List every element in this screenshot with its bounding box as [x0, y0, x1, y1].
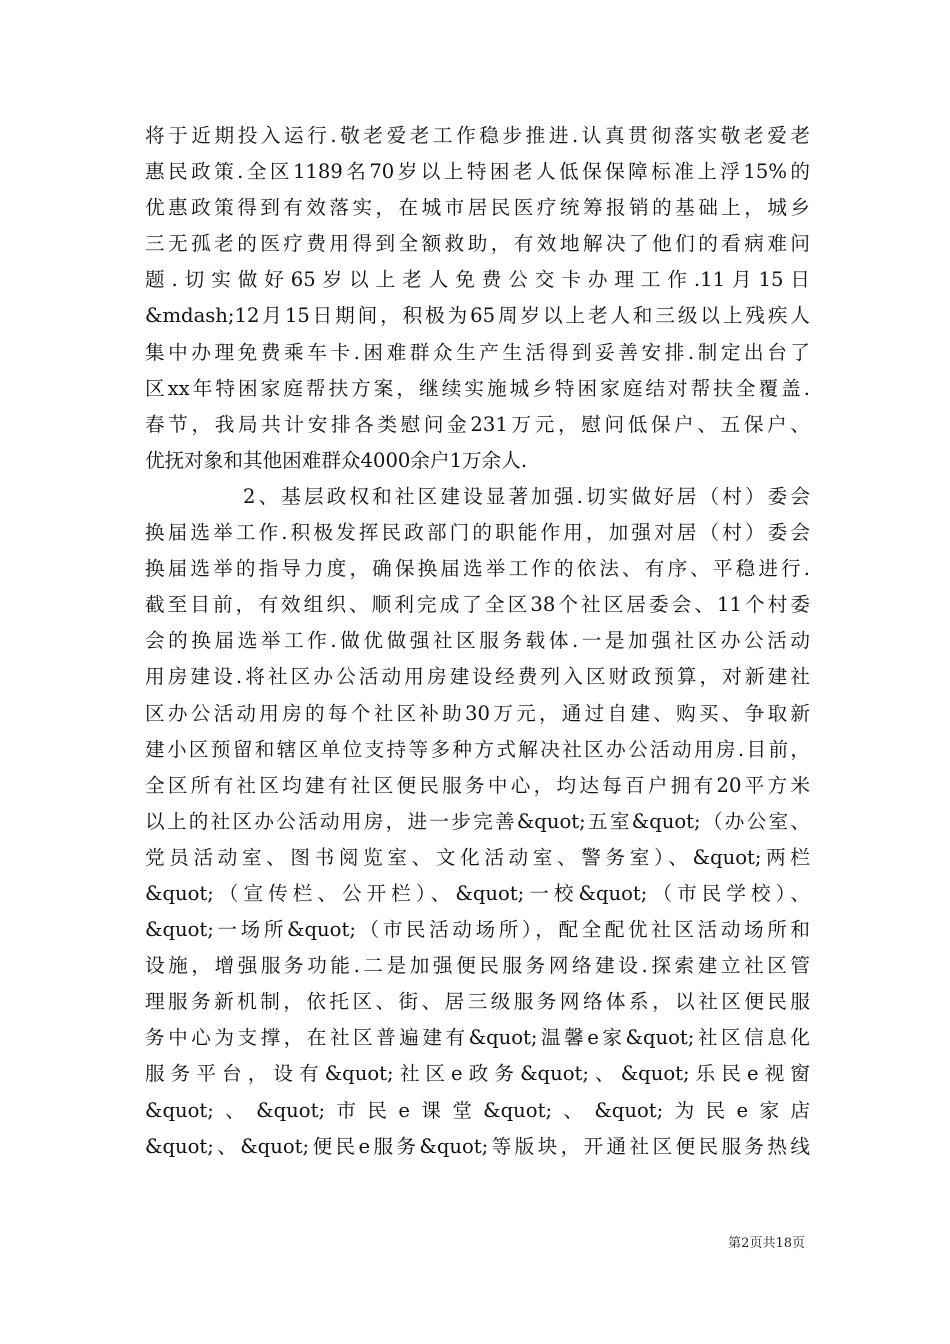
- text-line: 优惠政策得到有效落实，在城市居民医疗统筹报销的基础上，城乡: [145, 196, 810, 220]
- text-line: 会的换届选举工作.做优做强社区服务载体.一是加强社区办公活动: [145, 629, 810, 653]
- text-line: 换届选举工作.积极发挥民政部门的职能作用，加强对居（村）委会: [145, 521, 810, 545]
- text-line: 建小区预留和辖区单位支持等多种方式解决社区办公活动用房.目前，: [145, 737, 810, 761]
- text-line: 惠民政策.全区1189名70岁以上特困老人低保保障标准上浮15%的: [145, 160, 810, 184]
- text-line: 以上的社区办公活动用房，进一步完善&quot;五室&quot;（办公室、: [145, 809, 810, 833]
- text-line: 党员活动室、图书阅览室、文化活动室、警务室）、&quot;两栏: [145, 845, 810, 869]
- section-heading-line: 2、基层政权和社区建设显著加强.切实做好居（村）委会: [243, 484, 810, 508]
- text-line: &quot;（宣传栏、公开栏）、&quot;一校&quot;（市民学校）、: [145, 881, 810, 905]
- text-line: 优抚对象和其他困难群众4000余户1万余人.: [145, 448, 528, 472]
- text-line: 三无孤老的医疗费用得到全额救助，有效地解决了他们的看病难问: [145, 232, 810, 256]
- text-line: 用房建设.将社区办公活动用房建设经费列入区财政预算，对新建社: [145, 665, 810, 689]
- text-line: 截至目前，有效组织、顺利完成了全区38个社区居委会、11个村委: [145, 593, 810, 617]
- text-line: &quot;、&quot;便民e服务&quot;等版块，开通社区便民服务热线: [145, 1134, 810, 1158]
- text-line: 理服务新机制，依托区、街、居三级服务网络体系，以社区便民服: [145, 990, 810, 1014]
- text-line: 集中办理免费乘车卡.困难群众生产生活得到妥善安排.制定出台了: [145, 340, 810, 364]
- text-line: 务中心为支撑，在社区普遍建有&quot;温馨e家&quot;社区信息化: [145, 1026, 810, 1050]
- body-text: [145, 118, 810, 1165]
- text-line: 换届选举的指导力度，确保换届选举工作的依法、有序、平稳进行.: [145, 557, 810, 581]
- text-line: 服务平台，设有&quot;社区e政务&quot;、&quot;乐民e视窗: [145, 1062, 810, 1086]
- page-number: 第2页共18页: [728, 1236, 805, 1251]
- text-line: &mdash;12月15日期间，积极为65周岁以上老人和三级以上残疾人: [145, 304, 810, 328]
- text-line: &quot;、&quot;市民e课堂&quot;、&quot;为民e家店: [145, 1098, 810, 1122]
- text-line: 设施，增强服务功能.二是加强便民服务网络建设.探索建立社区管: [145, 954, 810, 978]
- text-line: 全区所有社区均建有社区便民服务中心，均达每百户拥有20平方米: [145, 773, 810, 797]
- text-line: 将于近期投入运行.敬老爱老工作稳步推进.认真贯彻落实敬老爱老: [145, 124, 810, 147]
- text-line: 题.切实做好65岁以上老人免费公交卡办理工作.11月15日: [145, 268, 810, 292]
- text-line: 春节，我局共计安排各类慰问金231万元，慰问低保户、五保户、: [145, 412, 810, 436]
- text-line: 区办公活动用房的每个社区补助30万元，通过自建、购买、争取新: [145, 701, 810, 725]
- text-line: &quot;一场所&quot;（市民活动场所），配全配优社区活动场所和: [145, 918, 810, 942]
- text-line: 区xx年特困家庭帮扶方案，继续实施城乡特困家庭结对帮扶全覆盖.: [145, 376, 810, 400]
